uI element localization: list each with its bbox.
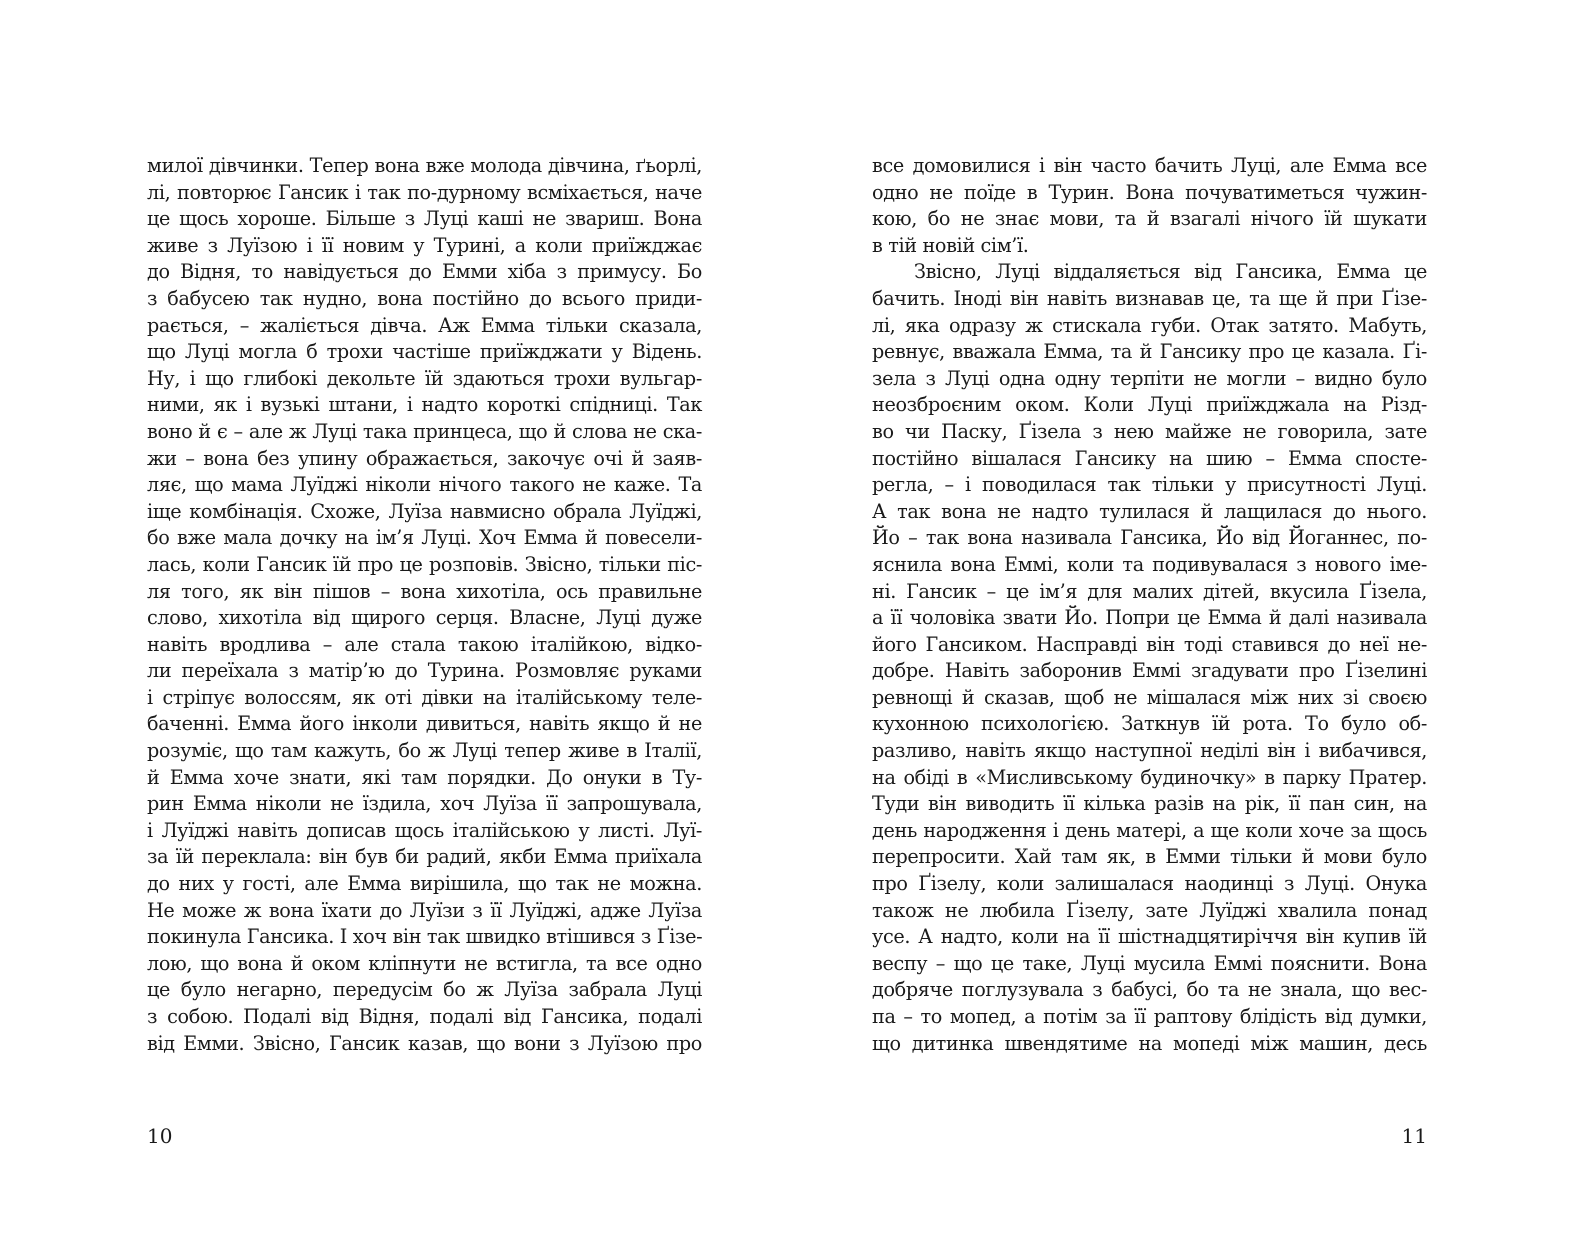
text-line: ревнощі й сказав, щоб не мішалася між них зі своєю xyxy=(872,685,1427,709)
text-line: лась, коли Гансик їй про це розповів. Звісно, тільки піс- xyxy=(147,552,702,576)
text-line: і Луїджі навіть дописав щось італійською у листі. Луї- xyxy=(147,818,702,842)
text-line: неозброєним оком. Коли Луці приїжджала на Різд- xyxy=(872,393,1427,417)
text-line: усе. А надто, коли на її шістнадцятиріччя він купив їй xyxy=(872,925,1427,949)
text-line: во чи Паску, Ґізела з нею майже не говорила, зате xyxy=(872,419,1427,443)
text-line: А так вона не надто тулилася й лащилася до нього. xyxy=(872,499,1427,523)
text-line: за їй переклала: він був би радий, якби Емма приїхала xyxy=(147,845,702,869)
text-line: милої дівчинки. Тепер вона вже молода дівчина, ґьорлі, xyxy=(147,154,702,177)
text-line: ними, як і вузькі штани, і надто короткі спідниці. Так xyxy=(147,393,702,417)
text-line: також не любила Ґізелу, зате Луїджі хвалила понад xyxy=(872,898,1427,922)
text-line: жи – вона без упину ображається, закочує очі й заяв- xyxy=(147,446,702,470)
text-line: все домовилися і він часто бачить Луці, але Емма все xyxy=(872,154,1427,177)
text-line: зела з Луці одна одну терпіти не могли – видно було xyxy=(872,366,1427,390)
text-line: до Відня, то навідується до Емми хіба з примусу. Бо xyxy=(147,260,702,284)
text-line: яснила вона Еммі, коли та подивувалася з нового імe- xyxy=(872,552,1427,576)
text-line: добре. Навіть заборонив Еммі згадувати про Ґізелині xyxy=(872,659,1427,683)
text-line: ревнує, вважала Емма, та й Гансику про це казала. Ґі- xyxy=(872,340,1427,364)
text-line: воно й є – але ж Луці така принцеса, що й слова не ска- xyxy=(147,419,702,443)
text-line: постійно вішалася Гансику на шию – Емма спосте- xyxy=(872,446,1427,470)
text-line: добряче поглузувала з бабусі, бо та не знала, що вес- xyxy=(872,978,1427,1002)
text-line: ляє, що мама Луїджі ніколи нічого такого не каже. Та xyxy=(147,473,702,497)
text-line: навіть вродлива – але стала такою італійкою, відко- xyxy=(147,632,702,656)
text-line: іще комбінація. Схоже, Луїза навмисно обрала Луїджі, xyxy=(147,499,702,523)
text-line: ні. Гансик – це ім’я для малих дітей, вкусила Ґізела, xyxy=(872,579,1427,603)
text-line: Йо – так вона називала Гансика, Йо від Йоганнес, по- xyxy=(872,526,1427,550)
text-line: рин Емма ніколи не їздила, хоч Луїза її запрошувала, xyxy=(147,792,702,816)
text-line: разливо, навіть якщо наступної неділі він і вибачився, xyxy=(872,739,1427,763)
right-page xyxy=(797,0,1594,1258)
text-line: слово, хихотіла від щирого серця. Власне, Луці дуже xyxy=(147,606,702,630)
text-line: рається, – жаліється дівча. Аж Емма тільки сказала, xyxy=(147,313,702,337)
text-line: його Гансиком. Насправді він тоді ставився до неї не- xyxy=(872,632,1427,656)
text-line: і стріпує волоссям, як оті дівки на італійському теле- xyxy=(147,685,702,709)
text-line: баченні. Емма його інколи дивиться, навіть якщо й не xyxy=(147,712,702,736)
right-page-text xyxy=(872,153,1427,1057)
text-line: з бабусею так нудно, вона постійно до всього приди- xyxy=(147,286,702,310)
text-line: кухонною психологією. Заткнув їй рота. То було об- xyxy=(872,712,1427,736)
text-line: Туди він виводить її кілька разів на рік, її пан син, на xyxy=(872,792,1427,816)
text-line: лі, повторює Гансик і так по-дурному всміхається, наче xyxy=(147,180,702,204)
text-line: це щось хороше. Більше з Луці каші не звариш. Вона xyxy=(147,207,702,231)
text-line: про Ґізелу, коли залишалася наодинці з Луці. Онука xyxy=(872,872,1427,896)
page-number: 10 xyxy=(147,1124,173,1148)
text-line: розуміє, що там кажуть, бо ж Луці тепер живе в Італії, xyxy=(147,739,702,763)
text-line: що Луці могла б трохи частіше приїжджати у Відень. xyxy=(147,340,702,364)
left-page-text xyxy=(147,153,702,1057)
text-line: ли переїхала з матір’ю до Турина. Розмовляє руками xyxy=(147,659,702,683)
text-line: а її чоловіка звати Йо. Попри це Емма й далі називала xyxy=(872,606,1427,630)
text-line: лою, що вона й оком кліпнути не встигла, та все одно xyxy=(147,951,702,975)
text-line: до них у гості, але Емма вирішила, що так не можна. xyxy=(147,872,702,896)
page-number: 11 xyxy=(1401,1124,1427,1148)
text-line: з собою. Подалі від Відня, подалі від Гансика, подалі xyxy=(147,1005,702,1028)
text-line: покинула Гансика. І хоч він так швидко втішився з Ґізе- xyxy=(147,925,703,949)
text-line: Не може ж вона їхати до Луїзи з її Луїджі, адже Луїза xyxy=(147,898,702,922)
text-line: й Емма хоче знати, які там порядки. До онуки в Ту- xyxy=(147,765,702,789)
text-line: від Емми. Звісно, Гансик казав, що вони з Луїзою про xyxy=(147,1031,702,1055)
text-line: бачить. Іноді він навіть визнавав це, та ще й при Ґізе- xyxy=(872,286,1427,310)
text-line: живе з Луїзою і її новим у Турині, а коли приїжджає xyxy=(147,233,702,257)
text-line: на обіді в «Мисливському будиночку» в парку Пратер. xyxy=(872,765,1427,789)
text-line: бо вже мала дочку на ім’я Луці. Хоч Емма й повесели- xyxy=(147,526,702,550)
text-line: Ну, і що глибокі декольте їй здаються трохи вульгар- xyxy=(147,366,702,390)
text-line: веспу – що це таке, Луці мусила Еммі пояснити. Вона xyxy=(872,951,1427,975)
text-line: що дитинка швендятиме на мопеді між машин, десь xyxy=(872,1031,1427,1055)
text-line: регла, – і поводилася так тільки у присутності Луці. xyxy=(872,473,1427,497)
text-line: одно не поїде в Турин. Вона почуватиметься чужин- xyxy=(872,180,1427,204)
text-line: ля того, як він пішов – вона хихотіла, ось правильне xyxy=(147,579,702,603)
text-line: па – то мопед, а потім за її раптову блідість від думки, xyxy=(872,1005,1427,1028)
text-line: перепросити. Хай там як, в Емми тільки й мови було xyxy=(872,845,1427,869)
text-line: Звісно, Луці віддаляється від Гансика, Емма це xyxy=(914,260,1427,284)
text-line: це було негарно, передусім бо ж Луїза забрала Луці xyxy=(147,978,702,1002)
text-line: день народження і день матері, а ще коли хоче за щось xyxy=(872,818,1427,842)
text-line: лі, яка одразу ж стискала губи. Отак затято. Мабуть, xyxy=(872,313,1427,337)
text-line: в тій новій сім’ї. xyxy=(872,233,1029,257)
text-line: кою, бо не знає мови, та й взагалі нічого їй шукати xyxy=(872,207,1427,231)
